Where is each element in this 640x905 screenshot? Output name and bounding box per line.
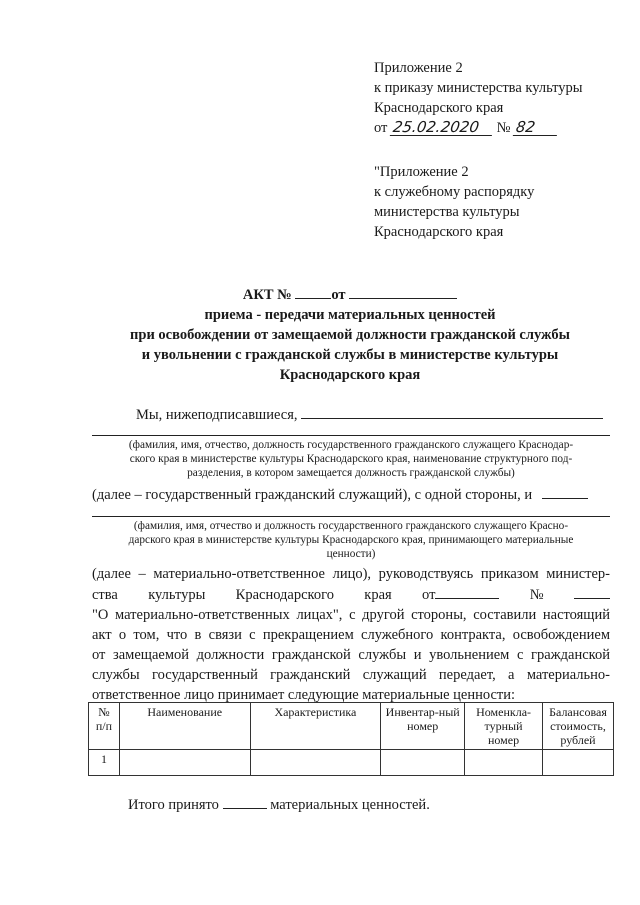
party1-line [92,484,588,505]
act-title-block [60,284,640,385]
col-number-header: № п/п [89,703,120,750]
total-line [128,794,430,815]
para-date-field [422,584,499,605]
order-number-blank [574,584,610,599]
handwritten-date: 25.02.2020 [390,119,494,136]
appendix2-line2: к служебному распорядку [374,184,535,200]
col-name-header: Наименование [119,703,250,750]
table-header-row [89,703,614,750]
blank-rule-1 [92,435,610,436]
act-subtitle-1: приема - передачи материальных ценностей [204,307,496,323]
act-subtitle-3: и увольнении с гражданской службы в министерстве культуры [141,347,559,363]
note2-line2: дарского края в министерстве культуры Краснодарского края, принимающего материальные [128,534,574,546]
valuables-table [88,702,614,776]
appendix-schedule-block [374,162,534,242]
para-word-ministry: ства [92,587,118,603]
appendix-region-line: Краснодарского края [374,100,504,116]
row-nomenclature-cell [465,750,543,776]
party1-text: (далее – государственный гражданский служащий), с одной стороны, и [92,487,533,503]
para-number-label: № [529,587,544,603]
act-subtitle-4: Краснодарского края [279,367,421,383]
total-suffix: материальных ценностей. [270,797,430,813]
appendix2-line3: министерства культуры [374,204,520,220]
appendix2-line4: Краснодарского края [374,224,504,240]
from-label: от [374,120,388,136]
appendix-order-line: к приказу министерства культуры [374,80,583,96]
appendix-date-line [374,118,583,138]
act-number-blank [295,284,331,299]
para-word-krai: края [364,587,392,603]
undersigned-blank [301,404,603,419]
row-inventory-cell [381,750,465,776]
col-characteristic-header: Характеристика [250,703,381,750]
act-subtitle-2: при освобождении от замещаемой должности гражданской службы [130,327,570,343]
total-blank [223,794,267,809]
order-date-blank [435,584,499,599]
total-label: Итого принято [128,797,219,813]
appendix-title: Приложение 2 [374,60,463,76]
party2-blank [542,484,588,499]
note1-line2: ского края в министерстве культуры Краснодарского края, наименование структурного под- [129,453,573,465]
para-line-5: от замещаемой должности гражданской службы и увольнением с гражданской [92,647,610,663]
act-date-blank [349,284,457,299]
col-nomenclature-header: Номенкла-турный номер [465,703,543,750]
para-word-region: Краснодарского [235,587,334,603]
main-paragraph [92,564,610,705]
note2-line3: ценности) [326,548,376,560]
para-from-label: от [422,587,436,603]
row-name-cell [119,750,250,776]
act-number-line [60,284,640,305]
appendix2-title: "Приложение 2 [374,164,469,180]
undersigned-line [136,404,603,425]
para-line-1: (далее – материально-ответственное лицо), руководствуясь приказом министер- [92,566,610,582]
col-balance-header: Балансовая стоимость, рублей [543,703,614,750]
table-row [89,750,614,776]
note1-line1: (фамилия, имя, отчество, должность государственного гражданского служащего Краснодар- [128,439,574,451]
note2-line1: (фамилия, имя, отчество и должность государственного гражданского служащего Красно- [133,520,569,532]
para-line-4: акт о том, что в связи с прекращением служебного контракта, освобождением [92,627,610,643]
row-balance-cell [543,750,614,776]
blank-rule-2 [92,516,610,517]
col-inventory-header: Инвентар-ный номер [381,703,465,750]
undersigned-label: Мы, нижеподписавшиеся, [136,407,298,423]
act-label: АКТ № [242,287,292,303]
handwritten-number: 82 [513,119,559,136]
act-from-label: от [331,287,346,303]
number-label: № [496,120,511,136]
note-first-party [92,438,610,480]
para-line-2 [92,584,610,605]
note1-line3: разделения, в котором замещается должность гражданской службы) [187,467,515,479]
appendix-order-block [374,58,583,138]
para-line-3: "О материально-ответственных лицах", с другой стороны, составили настоящий [92,607,610,623]
row-characteristic-cell [250,750,381,776]
para-word-culture: культуры [148,587,206,603]
para-line-6: службы государственный гражданский служащий передает, а материально- [92,667,610,683]
para-line-7: ответственное лицо принимает следующие материальные ценности: [92,687,516,703]
row-number-cell: 1 [89,750,120,776]
note-second-party [92,519,610,561]
